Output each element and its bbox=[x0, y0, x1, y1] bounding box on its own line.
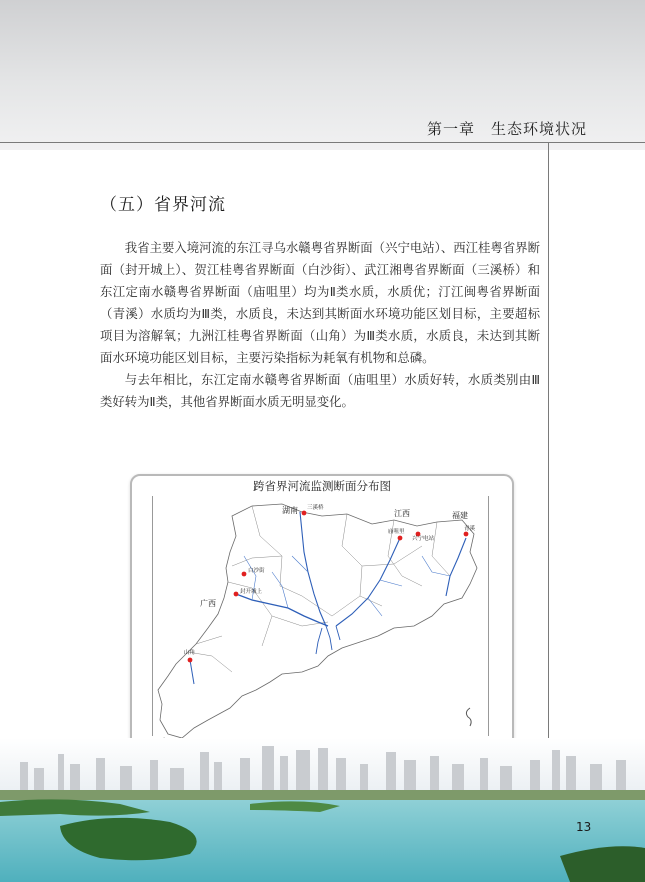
station-sanxiqiao bbox=[302, 511, 307, 516]
jiuzhou-river bbox=[190, 660, 194, 684]
beijiang-river bbox=[300, 512, 326, 626]
tributaries bbox=[244, 556, 450, 616]
station-label-miaozuili: 庙咀里 bbox=[388, 529, 405, 535]
hanjiang-river bbox=[446, 538, 466, 596]
paragraph-2: 与去年相比，东江定南水赣粤省界断面（庙咀里）水质好转，水质类别由Ⅲ类好转为Ⅱ类，其他省界断面水质无明显变化。 bbox=[100, 372, 540, 409]
station-label-fengkai: 封开城上 bbox=[240, 589, 263, 595]
section-title: （五）省界河流 bbox=[100, 195, 226, 215]
map-title: 跨省界河流监测断面分布图 bbox=[253, 479, 391, 493]
label-jiangxi: 江西 bbox=[394, 509, 410, 518]
station-label-sanxiqiao: 三溪桥 bbox=[307, 505, 324, 511]
station-qingxi bbox=[464, 532, 469, 537]
body-text bbox=[100, 237, 540, 413]
city-lake-scenery bbox=[0, 738, 645, 882]
dongjiang-river bbox=[336, 538, 400, 626]
label-fujian: 福建 bbox=[452, 511, 468, 520]
station-miaozuili bbox=[398, 536, 403, 541]
xijiang-river bbox=[236, 594, 328, 626]
compass-icon bbox=[466, 708, 471, 726]
county-lines bbox=[188, 506, 450, 672]
station-label-shanjiao: 山角 bbox=[184, 650, 196, 656]
map-figure bbox=[130, 474, 514, 753]
river-map bbox=[132, 476, 512, 751]
station-shanjiao bbox=[188, 658, 193, 663]
chapter-title: 第一章 生态环境状况 bbox=[426, 120, 587, 138]
pearl-delta bbox=[316, 626, 340, 654]
page-number: 13 bbox=[576, 820, 592, 834]
station-label-xingning: 兴宁电站 bbox=[412, 536, 435, 542]
label-hunan: 湖南 bbox=[282, 506, 298, 515]
paragraph-1: 我省主要入境河流的东江寻乌水赣粤省界断面（兴宁电站）、西江桂粤省界断面（封开城上）、贺江桂粤省界断面（白沙街）、武江湘粤省界断面（三溪桥）和东江定南水赣粤省界断面（庙咀里）均为Ⅱ类水质，水质优；汀江闽粤省界断面（青溪）水质均为Ⅲ类，水质良，未达到其断面水环境功能区划目标，主要超标项目为溶解氧；九洲江桂粤省界断面（山角）为Ⅲ类水质，水质良，未达到其断面水环境功能区划目标，主要污染指标为耗氧有机物和总磷。 bbox=[100, 240, 540, 365]
station-baishajie bbox=[242, 572, 247, 577]
station-label-baishajie: 白沙街 bbox=[248, 568, 265, 574]
station-fengkai bbox=[234, 592, 239, 597]
station-label-qingxi: 青溪 bbox=[464, 526, 476, 532]
label-guangxi: 广西 bbox=[200, 599, 216, 608]
side-rule bbox=[548, 142, 549, 762]
